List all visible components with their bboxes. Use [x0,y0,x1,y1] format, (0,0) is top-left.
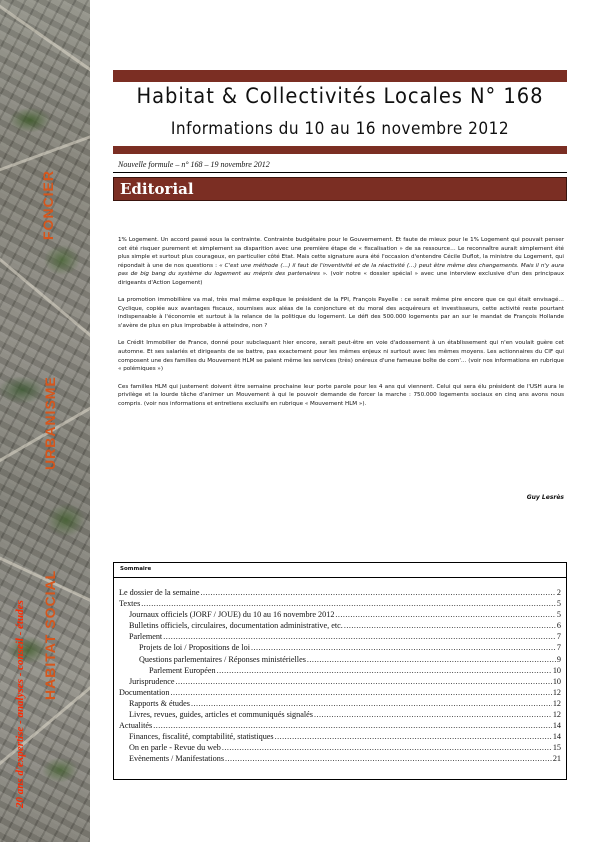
sidebar-tagline: 20 ans d'expertise - analyses - conseil - études [14,600,26,808]
toc-entry-label: Parlement Européen [149,665,216,675]
aerial-photo-sidebar [0,0,90,842]
toc-leader-dots [170,687,551,698]
issue-line: Nouvelle formule – n° 168 – 19 novembre 2012 [118,160,270,169]
toc-entry[interactable] [119,698,561,709]
toc-entry-page: 10 [552,676,561,686]
toc-leader-dots [222,742,552,753]
toc-entry-page: 15 [552,743,561,753]
toc-entry-label: Journaux officiels (JORF / JOUE) du 10 au 16 novembre 2012 [129,610,335,620]
toc-entry-page: 7 [556,643,561,653]
editorial-paragraph: Le Crédit Immobilier de France, donné pour subclaquant hier encore, serait peut-être en voie d'adossement à un établissement qui n'en voulait guère cet automne. Et ses salariés et dirigeants de se battre, pas exactement pour les mêmes enjeux ni surtout avec les mêmes moyens. Les actionnaires du CIF qui composent une des familles du Mouvement HLM se paient même les services (très) onéreux d'une fameuse boîte de com'… (voir nos informations en rubrique « polémiques ») [118,340,564,373]
toc-entry[interactable] [119,587,561,598]
toc-leader-dots [314,709,552,720]
toc-entry-label: Evènements / Manifestations [129,754,225,764]
sidebar-label-urbanisme: URBANISME [42,376,58,470]
page-subtitle: Informations du 10 au 16 novembre 2012 [170,119,510,138]
sidebar-label-foncier: FONCIER [40,170,56,240]
toc-entry[interactable] [119,676,561,687]
toc-entry-label: Actualités [119,721,153,731]
toc-entry-page: 2 [556,588,561,597]
editorial-signature: Guy Lesrès [526,494,564,501]
toc-entry[interactable] [119,609,561,620]
toc-entry-page: 14 [552,721,561,731]
toc-leader-dots [335,609,555,620]
toc-entry-page: 9 [556,654,561,664]
toc-entry-label: Livres, revues, guides, articles et communiqués signalés [129,710,313,720]
divider [113,172,567,173]
paragraph-text: 1% Logement. Un accord passé sous la contrainte. Contrainte budgétaire pour le Gouvernement. Et faute de mieux pour le 1% Logement qui pouvait penser cet été risquer purement et simplement sa disparition avec une première étape de « fiscalisation » de sa ressource… Le reconnaître aurait simplement été plus simple et surtout plus courageux, en particulier côté Etat. Mais cette signature aura été l'occasion d'entendre Cécile Duflot, la ministre du Logement, qui répondait à une de nos questions : [118,237,564,269]
toc-entry-label: Finances, fiscalité, comptabilité, statistiques [129,732,274,742]
toc-entry-label: Le dossier de la semaine [119,588,200,597]
header-bottom-bar [113,146,567,154]
toc-entry[interactable] [119,742,561,753]
sidebar-label-habitat-social: HABITAT SOCIAL [42,569,58,700]
toc-entry-label: Projets de loi / Propositions de loi [139,643,250,653]
toc-entry[interactable] [119,709,561,720]
toc-entry-page: 7 [556,632,561,642]
toc-leader-dots [275,731,552,742]
divider [114,577,566,578]
toc-entry[interactable] [119,631,561,642]
toc-entry[interactable] [119,598,561,609]
toc-entry-page: 12 [552,687,561,697]
toc-entry-page: 12 [552,710,561,720]
toc-leader-dots [217,665,552,676]
editorial-paragraph: La promotion immobilière va mal, très mal même explique le président de la FPI, François Payelle : ce serait même pire encore que ce qui était envisagé… Cyclique, copiée aux avantages fiscaux, soumises aux aléas de la conjoncture et du moral des acquéreurs et investisseurs, cette activité reste pourtant indispensable à l'économie et surtout à la relance de la politique du logement. Le défi des 500.000 logements par an sur le mandat de François Hollande s'avère de plus en plus improbable à atteindre, non ? [118,297,564,329]
toc-entry-page: 5 [556,610,561,620]
toc-entry[interactable] [119,753,561,764]
toc-leader-dots [225,753,552,764]
toc-entry-label: Documentation [119,687,170,697]
paragraph-text: (voir notre « dossier spécial » avec une interview exclusive d'un des principaux dirigeants d'Action Logement) [118,271,564,286]
toc-entry-page: 10 [552,665,561,675]
toc-leader-dots [191,698,552,709]
toc-leader-dots [307,654,556,665]
toc-entry[interactable] [119,687,561,698]
toc-entry[interactable] [119,720,561,731]
toc-entry-label: Bulletins officiels, circulaires, documentation administrative, etc. [129,621,343,631]
toc-leader-dots [175,676,551,687]
page-title: Habitat & Collectivités Locales N° 168 [136,84,544,108]
minister-quote: « C'est une méthode (…) il faut de l'inventivité et de la réactivité (…) peut être même des changements. Mais il n'y aura pas de big bang du système du logement au mépris des partenaires ». [118,262,564,278]
toc-entry[interactable] [119,654,561,665]
toc-leader-dots [163,631,556,642]
toc-entry[interactable] [119,731,561,742]
editorial-paragraph [118,236,564,287]
toc-entry-label: Jurisprudence [129,676,175,686]
toc-entry-page: 5 [556,599,561,609]
editorial-body [118,236,564,417]
editorial-banner [113,177,567,201]
toc-entry[interactable] [119,642,561,653]
header-top-bar [113,70,567,82]
toc-leader-dots [153,720,552,731]
toc-entry[interactable] [119,665,561,676]
table-of-contents [113,562,567,780]
toc-entry-page: 21 [552,754,561,764]
toc-leader-dots [344,620,556,631]
toc-list [119,587,561,765]
editorial-heading: Editorial [120,180,194,198]
toc-entry-label: Rapports & études [129,698,190,708]
editorial-paragraph: Ces familles HLM qui justement doivent être semaine prochaine leur porte parole pour les 4 ans qui viennent. Celui qui sera élu président de l'USH aura le privilège et la lourde tâche d'animer un Mouvement à qui le pouvoir demande de forcer la marche : 750.000 logements sociaux en cinq ans avons nous compris. (voir nos informations et entretiens exclusifs en rubrique « Mouvement HLM »). [118,383,564,407]
toc-entry-page: 6 [556,621,561,631]
toc-entry[interactable] [119,620,561,631]
toc-leader-dots [200,587,555,598]
toc-entry-page: 14 [552,732,561,742]
toc-entry-label: Questions parlementaires / Réponses ministérielles [139,654,306,664]
toc-entry-label: Textes [119,599,141,609]
toc-leader-dots [251,642,556,653]
toc-entry-label: On en parle - Revue du web [129,743,221,753]
toc-title: Sommaire [120,566,152,572]
toc-entry-page: 12 [552,698,561,708]
toc-leader-dots [141,598,556,609]
toc-entry-label: Parlement [129,632,163,642]
